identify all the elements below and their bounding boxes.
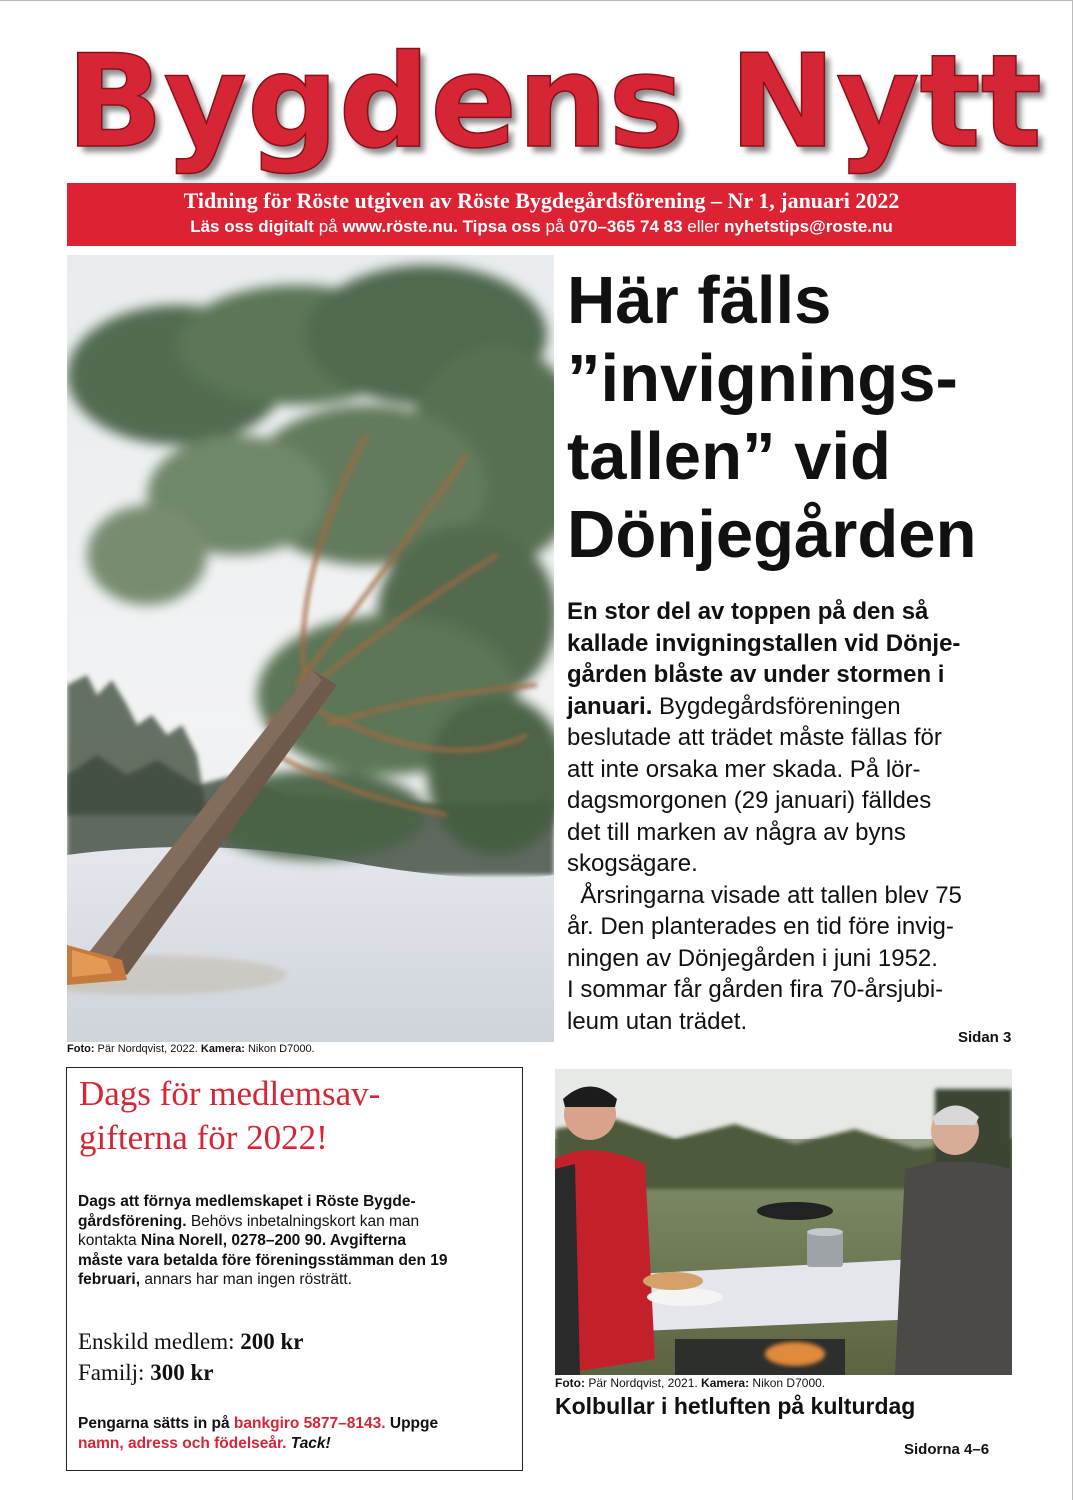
payment-text: Uppge — [385, 1415, 439, 1432]
price-single-value: 200 kr — [240, 1329, 304, 1354]
banner-contact-website: www.röste.nu. Tipsa oss — [342, 217, 541, 236]
banner-contact-d: på — [540, 217, 570, 236]
caption2-kamera-label: Kamera: — [701, 1376, 750, 1390]
lead-article-lede: En stor del av toppen på den så — [567, 598, 929, 625]
lead-article-text: leum utan trädet. — [567, 1007, 748, 1035]
lead-article-text: år. Den planterades en tid före invig- — [567, 913, 954, 940]
price-single-label: Enskild medlem: — [78, 1329, 241, 1354]
banner-contact-b: på — [313, 217, 343, 236]
masthead-title: Bygdens Nytt — [66, 28, 1042, 177]
caption1-foto-label: Foto: — [67, 1043, 95, 1055]
membership-title-line: Dags för medlemsav- — [79, 1074, 381, 1113]
fallen-pine-photo — [67, 255, 554, 1042]
membership-contact: Nina Norell, 0278–200 90. Avgifterna — [140, 1232, 406, 1249]
caption1-kamera-label: Kamera: — [200, 1043, 245, 1055]
payment-thanks: Tack! — [290, 1434, 331, 1452]
membership-text: Dags att förnya medlemskapet i Röste Bygde- — [78, 1193, 416, 1210]
membership-text: februari, — [78, 1271, 141, 1288]
membership-payment-info — [78, 1414, 518, 1453]
caption2-kamera-value: Nikon D7000. — [749, 1376, 826, 1390]
membership-title — [79, 1072, 509, 1160]
second-photo-caption — [555, 1376, 825, 1390]
membership-text: kontakta — [78, 1232, 141, 1249]
lead-headline-line: Dönjegården — [567, 497, 977, 572]
membership-text: Behövs inbetalningskort kan man — [186, 1212, 420, 1230]
payment-required-details: namn, adress och födelseår. — [78, 1434, 287, 1452]
banner-contact-phone: 070–365 74 83 — [569, 217, 683, 236]
caption1-foto-value: Pär Nordqvist, 2022. — [94, 1043, 201, 1055]
banner-tagline: Tidning för Röste utgiven av Röste Bygdegårdsförening – Nr 1, januari 2022 — [183, 188, 900, 213]
lead-headline-line: ”invignings- — [567, 341, 958, 416]
membership-prices — [78, 1326, 304, 1388]
lead-headline-line: tallen” vid — [567, 419, 891, 494]
lead-article-body — [567, 596, 1017, 1037]
caption2-foto-value: Pär Nordqvist, 2021. — [584, 1376, 702, 1390]
masthead-banner — [67, 183, 1016, 246]
lead-headline-line: Här fälls — [567, 263, 832, 338]
price-family-value: 300 kr — [150, 1360, 214, 1385]
lead-article-text: dagsmorgonen (29 januari) fälldes — [567, 787, 932, 814]
lead-article-text: I sommar får gården fira 70-årsjubi- — [567, 976, 944, 1003]
lead-article-text: det till marken av några av byns — [567, 818, 906, 846]
lead-page-reference: Sidan 3 — [958, 1029, 1012, 1046]
membership-text: gårdsförening. — [78, 1212, 187, 1230]
banner-contact-email: nyhetstips@roste.nu — [724, 217, 893, 236]
membership-body — [78, 1192, 508, 1290]
membership-text: annars har man ingen rösträtt. — [140, 1271, 352, 1288]
membership-text: måste vara betalda före föreningsstämman den 19 — [78, 1251, 448, 1269]
payment-text: Pengarna sätts in på — [78, 1415, 234, 1432]
banner-contact-line — [67, 217, 1016, 237]
caption2-foto-label: Foto: — [555, 1376, 585, 1390]
lead-headline — [567, 262, 1017, 574]
membership-title-line: gifterna för 2022! — [79, 1118, 328, 1157]
lead-article-text: Årsringarna visade att tallen blev 75 — [567, 881, 962, 909]
culture-day-photo — [555, 1069, 1012, 1375]
lead-article-text: Bygdegårdsföreningen — [652, 692, 901, 720]
caption1-kamera-value: Nikon D7000. — [244, 1043, 315, 1055]
lead-photo-caption — [67, 1043, 315, 1056]
payment-bankgiro: bankgiro 5877–8143. — [233, 1415, 386, 1432]
second-headline: Kolbullar i hetluften på kulturdag — [555, 1393, 916, 1419]
lead-article-text: skogsägare. — [567, 850, 698, 877]
price-family-label: Familj: — [78, 1360, 151, 1385]
lead-article-lede: kallade invigningstallen vid Dönje- — [567, 629, 961, 657]
lead-article-lede: januari. — [567, 692, 653, 720]
banner-contact-f: eller — [682, 217, 725, 236]
second-page-reference: Sidorna 4–6 — [904, 1441, 990, 1458]
lead-article-lede: gården blåste av under stormen i — [567, 661, 945, 688]
banner-contact-a: Läs oss digitalt — [190, 217, 314, 236]
lead-article-text: ningen av Dönjegården i juni 1952. — [567, 944, 938, 972]
membership-fee-box — [66, 1067, 523, 1471]
lead-article-text: att inte orsaka mer skada. På lör- — [567, 755, 921, 783]
lead-article-text: beslutade att trädet måste fällas för — [567, 724, 942, 751]
